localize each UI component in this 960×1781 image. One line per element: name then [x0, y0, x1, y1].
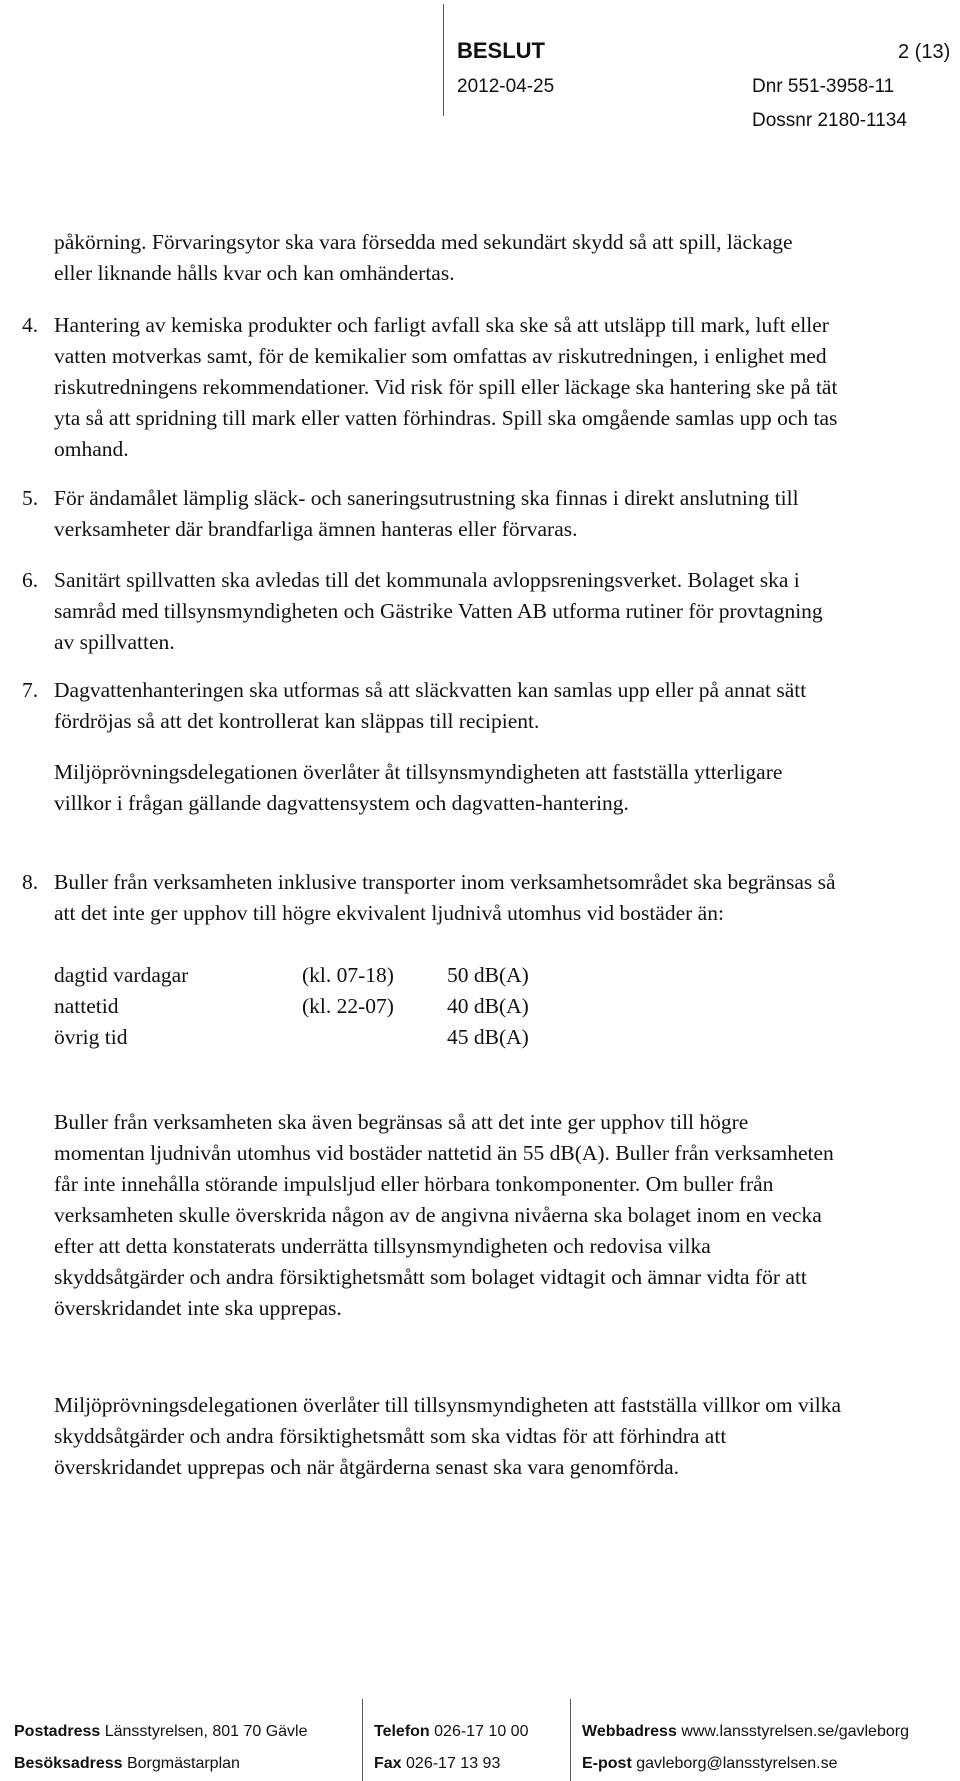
- noise-period: övrig tid: [54, 1025, 128, 1049]
- postal-address-label: Postadress: [14, 1723, 101, 1740]
- condition-8-momentary-noise: Buller från verksamheten ska även begränsas så att det inte ger upphov till högre momentan ljudnivån utomhus vid bostäder nattetid än 55 dB(A). Buller från verksamheten får inte innehålla störande impulsljud eller hörbara tonkomponenter. Om buller från verksamheten skulle överskrida någon av de angivna nivåerna ska bolaget inom en vecka efter att detta konstaterats underrätta tillsynsmyndigheten och redovisa vilka skyddsåtgärder och andra försiktighetsmått som bolaget vidtagit och ämnar vidta för att överskridandet inte ska upprepas.: [54, 1110, 834, 1320]
- noise-limit-row: [54, 991, 654, 1022]
- dossier-number: Dossnr 2180-1134: [752, 110, 907, 131]
- email-link[interactable]: gavleborg@lansstyrelsen.se: [636, 1755, 838, 1772]
- noise-limit-row: [54, 1022, 654, 1053]
- noise-limit-row: [54, 960, 654, 991]
- footer-fax: [374, 1755, 500, 1773]
- email-label: E-post: [582, 1755, 632, 1772]
- noise-period: dagtid vardagar: [54, 963, 189, 987]
- noise-level: 45 dB(A): [447, 1025, 529, 1049]
- footer-visiting-address: [14, 1755, 240, 1773]
- item-number-5: 5.: [22, 486, 39, 510]
- footer-phone: [374, 1723, 528, 1741]
- fax-label: Fax: [374, 1755, 402, 1772]
- document-footer: [0, 1693, 960, 1781]
- noise-level: 40 dB(A): [447, 994, 529, 1018]
- header-divider: [443, 4, 444, 116]
- postal-address-value: Länsstyrelsen, 801 70 Gävle: [104, 1723, 308, 1740]
- item-number-8: 8.: [22, 870, 39, 894]
- footer-divider: [570, 1699, 571, 1781]
- condition-6-text: Sanitärt spillvatten ska avledas till det kommunala avloppsreningsverket. Bolaget ska i samråd med tillsynsmyndigheten och Gästrike Vatten AB utforma rutiner för provtagning av spillvatten.: [54, 568, 823, 654]
- item-number-6: 6.: [22, 568, 39, 592]
- noise-level: 50 dB(A): [447, 963, 529, 987]
- item-number-7: 7.: [22, 678, 39, 702]
- web-address-link[interactable]: www.lansstyrelsen.se/gavleborg: [681, 1723, 909, 1740]
- condition-7-text: Dagvattenhanteringen ska utformas så att släckvatten kan samlas upp eller på annat sätt fördröjas så att det kontrollerat kan släppas till recipient.: [54, 678, 807, 733]
- condition-8-delegation: Miljöprövningsdelegationen överlåter till tillsynsmyndigheten att fastställa villkor om vilka skyddsåtgärder och andra försiktighetsmått som ska vidtas för att förhindra att överskridandet upprepas och när åtgärderna senast ska vara genomförda.: [54, 1393, 841, 1479]
- footer-web-address: [582, 1723, 909, 1741]
- document-header: [0, 0, 960, 140]
- item-number-4: 4.: [22, 313, 39, 337]
- phone-label: Telefon: [374, 1723, 430, 1740]
- phone-value: 026-17 10 00: [434, 1723, 529, 1740]
- footer-postal-address: [14, 1723, 308, 1741]
- condition-5-text: För ändamålet lämplig släck- och saneringsutrustning ska finnas i direkt anslutning till verksamheter där brandfarliga ämnen hanteras eller förvaras.: [54, 486, 799, 541]
- page-number: 2 (13): [898, 41, 951, 63]
- fax-value: 026-17 13 93: [406, 1755, 501, 1772]
- decision-date: 2012-04-25: [457, 76, 555, 97]
- condition-7-delegation: Miljöprövningsdelegationen överlåter åt tillsynsmyndigheten att fastställa ytterligare villkor i frågan gällande dagvattensystem och dagvatten-hantering.: [54, 760, 783, 815]
- noise-time: (kl. 07-18): [302, 963, 394, 987]
- web-address-label: Webbadress: [582, 1723, 677, 1740]
- visiting-address-value: Borgmästarplan: [126, 1755, 240, 1772]
- condition-8-text: Buller från verksamheten inklusive transporter inom verksamhetsområdet ska begränsas så att det inte ger upphov till högre ekvivalent ljudnivå utomhus vid bostäder än:: [54, 870, 836, 925]
- footer-divider: [362, 1699, 363, 1781]
- diary-number: Dnr 551-3958-11: [752, 76, 895, 97]
- noise-period: nattetid: [54, 994, 119, 1018]
- visiting-address-label: Besöksadress: [14, 1755, 123, 1772]
- condition-4-text: Hantering av kemiska produkter och farligt avfall ska ske så att utsläpp till mark, luft eller vatten motverkas samt, för de kemikalier som omfattas av riskutredningen, i enlighet med riskutredningens rekommendationer. Vid risk för spill eller läckage ska hantering ske på tät yta så att spridning till mark eller vatten förhindras. Spill ska omgående samlas upp och tas omhand.: [54, 313, 838, 461]
- footer-email: [582, 1755, 837, 1773]
- intro-paragraph: påkörning. Förvaringsytor ska vara försedda med sekundärt skydd så att spill, läckage eller liknande hålls kvar och kan omhändertas.: [54, 230, 793, 285]
- noise-time: (kl. 22-07): [302, 994, 394, 1018]
- document-type-title: BESLUT: [457, 38, 545, 63]
